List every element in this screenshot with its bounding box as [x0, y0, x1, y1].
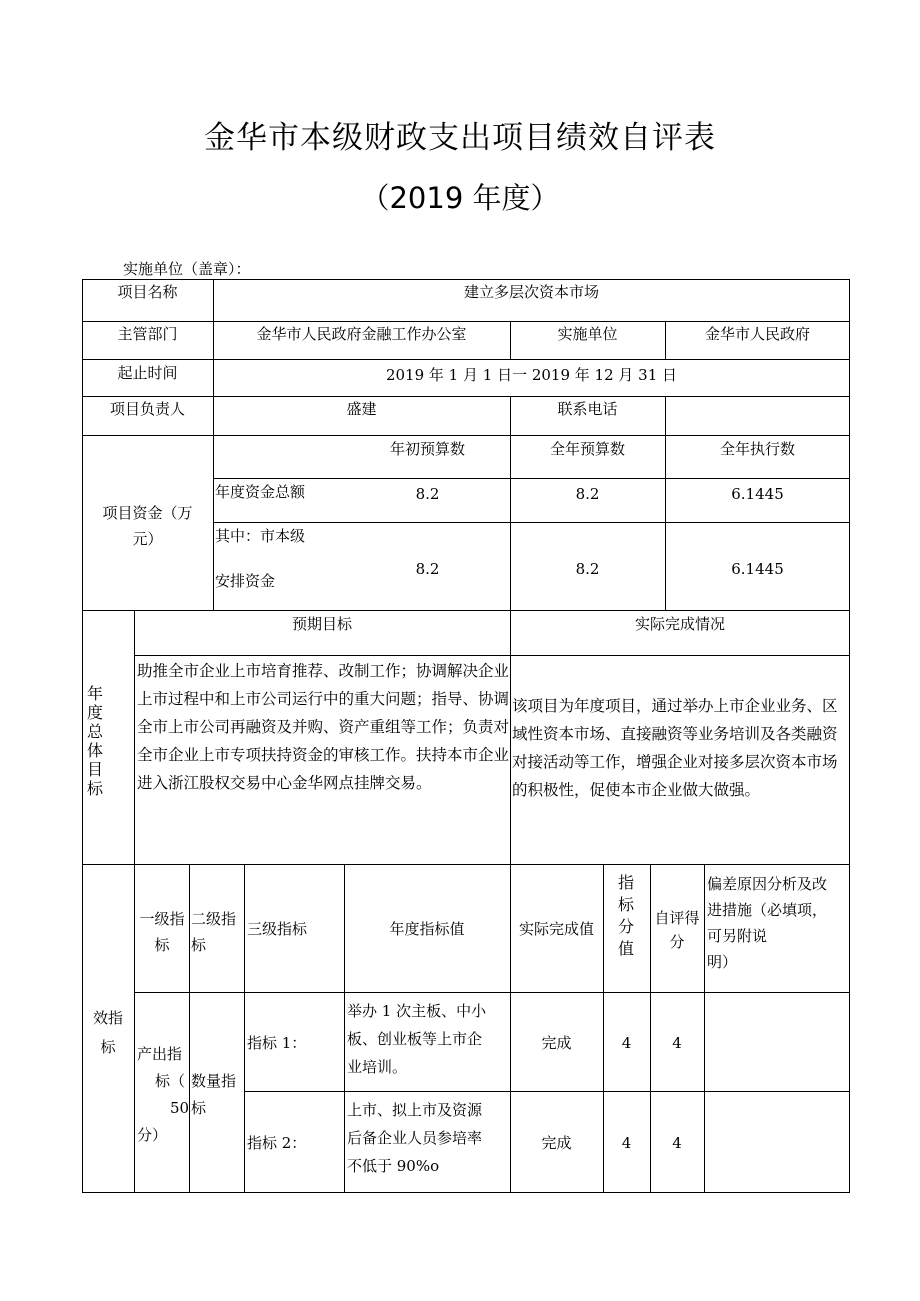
funds-label-line1: 项目资金（万	[102, 504, 193, 522]
header-level1-line1: 一级指	[139, 910, 185, 928]
grid-line	[82, 435, 850, 436]
indicator-actual: 完成	[541, 1134, 572, 1152]
col-full-budget: 全年预算数	[549, 440, 625, 458]
header-level3: 三级指标	[247, 920, 308, 938]
grid-line	[213, 478, 850, 479]
col-execution: 全年执行数	[719, 440, 795, 458]
leader-label: 项目负责人	[109, 400, 185, 418]
header-deviation-line1: 偏差原因分析及改	[707, 875, 828, 893]
indicators-side-label-line1: 效指	[92, 1009, 123, 1027]
header-score: 指标分值	[617, 873, 634, 958]
period-label: 起止时间	[117, 364, 178, 382]
funds-row1-exec: 6.1445	[731, 485, 784, 503]
header-deviation-line3: 可另附说	[707, 927, 768, 945]
header-actual-value: 实际完成值	[518, 920, 594, 938]
grid-line	[244, 1091, 850, 1092]
grid-line	[510, 610, 511, 865]
goals-side-label: 年度总体目标	[86, 684, 103, 798]
funds-row1-full: 8.2	[575, 485, 600, 503]
dept-label: 主管部门	[117, 325, 178, 343]
page-subtitle: （2019 年度）	[360, 181, 560, 215]
grid-line	[82, 321, 850, 322]
indicator-score: 4	[621, 1034, 632, 1052]
col-initial-budget: 年初预算数	[389, 440, 465, 458]
header-level2-line2: 标	[191, 936, 207, 954]
indicator-name: 指标 1：	[247, 1034, 307, 1052]
header-annual-target: 年度指标值	[389, 920, 465, 938]
funds-row2-label-line2: 安排资金	[215, 572, 276, 590]
grid-line	[82, 610, 850, 611]
grid-line	[82, 864, 850, 865]
implementing-unit-label: 实施单位（盖章）：	[123, 260, 251, 278]
indicator-target-line3: 不低于 90%o	[347, 1157, 440, 1175]
funds-label-line2: 元）	[132, 530, 163, 548]
indicator-target-line1: 举办 1 次主板、中小	[347, 1002, 487, 1020]
header-self-score: 自评得分	[654, 909, 700, 951]
header-deviation-line2: 进措施（必填项，	[707, 901, 828, 919]
grid-line	[134, 655, 850, 656]
level1-output-line1: 产出指	[137, 1045, 183, 1063]
indicator-target-line2: 板、创业板等上市企	[347, 1030, 483, 1048]
grid-line	[849, 279, 850, 1193]
project-name-label: 项目名称	[117, 283, 178, 301]
grid-line	[82, 279, 850, 280]
dept-value: 金华市人民政府金融工作办公室	[256, 325, 467, 343]
grid-line	[213, 522, 850, 523]
impl-unit-label: 实施单位	[557, 325, 618, 343]
grid-line	[134, 992, 850, 993]
level1-output-line3: 50	[170, 1099, 190, 1117]
grid-line	[134, 610, 135, 1193]
grid-line	[82, 396, 850, 397]
funds-row2-initial: 8.2	[415, 560, 440, 578]
indicator-target-line1: 上市、拟上市及资源	[347, 1101, 483, 1119]
grid-line	[704, 864, 705, 1192]
header-deviation-line4: 明）	[707, 953, 738, 971]
grid-line	[244, 864, 245, 1192]
funds-row1-label: 年度资金总额	[215, 483, 306, 501]
actual-status-text: 该项目为年度项目，通过举办上市企业业务、区域性资本市场、直接融资等业务培训及各类融资对接活动等工作，增强企业对接多层次资本市场的积极性，促使本市企业做大做强。	[512, 697, 838, 799]
indicator-target-line2: 后备企业人员参培率	[347, 1129, 483, 1147]
indicator-self-score: 4	[672, 1134, 682, 1152]
indicator-target-line3: 业培训。	[347, 1058, 408, 1076]
impl-unit-value: 金华市人民政府	[704, 325, 810, 343]
actual-status-header: 实际完成情况	[634, 615, 725, 633]
expected-goal-header: 预期目标	[291, 615, 352, 633]
indicators-side-label-line2: 标	[100, 1038, 116, 1056]
funds-row2-full: 8.2	[575, 560, 600, 578]
funds-row2-exec: 6.1445	[731, 560, 784, 578]
period-value: 2019 年 1 月 1 日一 2019 年 12 月 31 日	[385, 366, 678, 384]
indicator-self-score: 4	[672, 1034, 682, 1052]
grid-line	[344, 864, 345, 1192]
indicator-name: 指标 2：	[247, 1134, 307, 1152]
leader-value: 盛建	[346, 400, 377, 418]
grid-line	[82, 1192, 850, 1193]
phone-label: 联系电话	[557, 400, 618, 418]
project-name-value: 建立多层次资本市场	[463, 283, 599, 301]
indicator-actual: 完成	[541, 1034, 572, 1052]
funds-row2-label-line1: 其中：市本级	[215, 527, 306, 545]
funds-row1-initial: 8.2	[415, 485, 440, 503]
expected-goal-text: 助推全市企业上市培育推荐、改制工作；协调解决企业上市过程中和上市公司运行中的重大问题；指导、协调全市上市公司再融资及并购、资产重组等工作；负责对全市企业上市专项扶持资金的审核工作。扶持本市企业进入浙江股权交易中心金华网点挂牌交易。	[137, 662, 510, 792]
level1-output-line4: 分）	[137, 1126, 168, 1144]
indicator-score: 4	[621, 1134, 632, 1152]
level2-quantity-line2: 标	[191, 1099, 207, 1117]
level2-quantity-line1: 数量指	[191, 1072, 237, 1090]
header-level1-line2: 标	[154, 936, 170, 954]
header-level2-line1: 二级指	[191, 910, 237, 928]
level1-output-line2: 标（	[155, 1072, 186, 1090]
grid-line	[82, 359, 850, 360]
page-title: 金华市本级财政支出项目绩效自评表	[204, 120, 716, 156]
